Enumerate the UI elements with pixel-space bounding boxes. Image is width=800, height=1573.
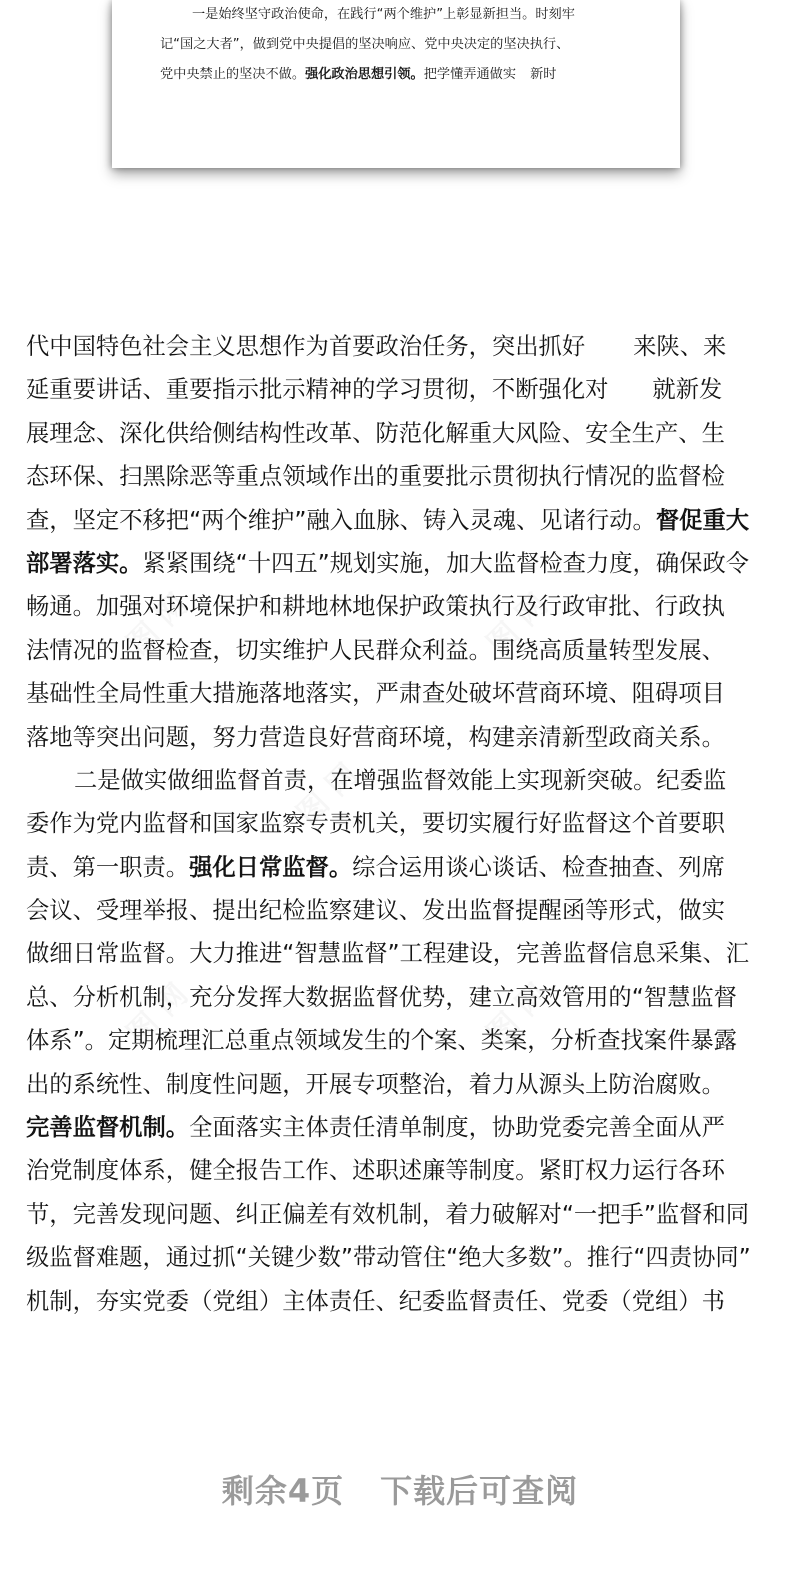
body-text: 代中国特色社会主义思想作为首要政治任务，突出抓好 (26, 333, 586, 360)
bold-heading: 强化日常监督。 (189, 853, 353, 881)
body-text: 查，坚定不移把“两个维护”融入血脉、铸入灵魂、见诸行动。 (26, 506, 656, 534)
body-text: 综合运用谈心谈话、检查抽查、列席 (352, 853, 725, 881)
body-line (26, 368, 776, 411)
preview-text: 党中央禁止的坚决不做。 (160, 67, 306, 82)
remaining-pages: 剩余4页 (221, 1472, 345, 1510)
bold-heading: 督促重大 (655, 506, 750, 534)
body-line: 会议、受理举报、提出纪检监察建议、发出监督提醒函等形式，做实 (26, 897, 725, 925)
body-line: 做细日常监督。大力推进“智慧监督”工程建设，完善监督信息采集、汇 (26, 940, 750, 968)
body-text: 就新发 (652, 376, 723, 404)
body-line (26, 846, 776, 889)
download-to-view: 下载后可查阅 (380, 1472, 579, 1510)
body-text: 延重要讲话、重要指示批示精神的学习贯彻，不断强化对 (26, 376, 609, 404)
preview-bold-heading: 强化政治思想引领。 (305, 67, 424, 82)
body-line: 展理念、深化供给侧结构性改革、防范化解重大风险、安全生产、生 (26, 419, 725, 447)
body-line: 委作为党内监督和国家监察专责机关，要切实履行好监督这个首要职 (26, 810, 725, 838)
bold-heading: 完善监督机制。 (26, 1114, 190, 1142)
preview-card (112, 0, 680, 168)
body-text: 来陕、来 (633, 333, 727, 360)
preview-text: 新时 (530, 67, 557, 82)
body-line (26, 542, 776, 585)
preview-line (160, 65, 556, 85)
body-line: 体系”。定期梳理汇总重点领域发生的个案、类案，分析查找案件暴露 (26, 1027, 737, 1055)
bold-heading: 部署落实。 (26, 549, 143, 577)
document-body (26, 325, 776, 1323)
body-line: 机制，夯实党委（党组）主体责任、纪委监督责任、党委（党组）书 (26, 1287, 725, 1315)
preview-line: 记“国之大者”，做到党中央提倡的坚决响应、党中央决定的坚决执行、 (160, 37, 570, 52)
body-line: 总、分析机制，充分发挥大数据监督优势，建立高效管用的“智慧监督 (26, 983, 737, 1011)
body-line (26, 1106, 776, 1149)
body-line (26, 499, 776, 542)
body-line: 节，完善发现问题、纠正偏差有效机制，着力破解对“一把手”监督和同 (26, 1200, 750, 1228)
body-line: 二是做实做细监督首责，在增强监督效能上实现新突破。纪委监 (74, 766, 727, 794)
body-line: 治党制度体系，健全报告工作、述职述廉等制度。紧盯权力运行各环 (26, 1157, 725, 1185)
body-line: 级监督难题，通过抓“关键少数”带动管住“绝大多数”。推行“四责协同” (26, 1244, 751, 1272)
body-line: 态环保、扫黑除恶等重点领域作出的重要批示贯彻执行情况的监督检 (26, 463, 725, 491)
body-line: 出的系统性、制度性问题，开展专项整治，着力从源头上防治腐败。 (26, 1070, 725, 1098)
body-text: 全面落实主体责任清单制度，协助党委完善全面从严 (189, 1114, 725, 1142)
body-line: 基础性全局性重大措施落地落实，严肃查处破坏营商环境、阻碍项目 (26, 680, 725, 708)
body-line (26, 325, 776, 368)
download-prompt[interactable] (0, 1466, 800, 1512)
body-text: 责、第一职责。 (26, 853, 190, 881)
body-text: 紧紧围绕“十四五”规划实施，加大监督检查力度，确保政令 (142, 549, 750, 577)
body-line: 落地等突出问题，努力营造良好营商环境，构建亲清新型政商关系。 (26, 723, 725, 751)
body-line: 畅通。加强对环境保护和耕地林地保护政策执行及行政审批、行政执 (26, 593, 725, 621)
body-line: 法情况的监督检查，切实维护人民群众利益。围绕高质量转型发展、 (26, 636, 725, 664)
preview-text: 把学懂弄通做实 (423, 67, 517, 82)
preview-line: 一是始终坚守政治使命，在践行“两个维护”上彰显新担当。时刻牢 (192, 7, 575, 22)
